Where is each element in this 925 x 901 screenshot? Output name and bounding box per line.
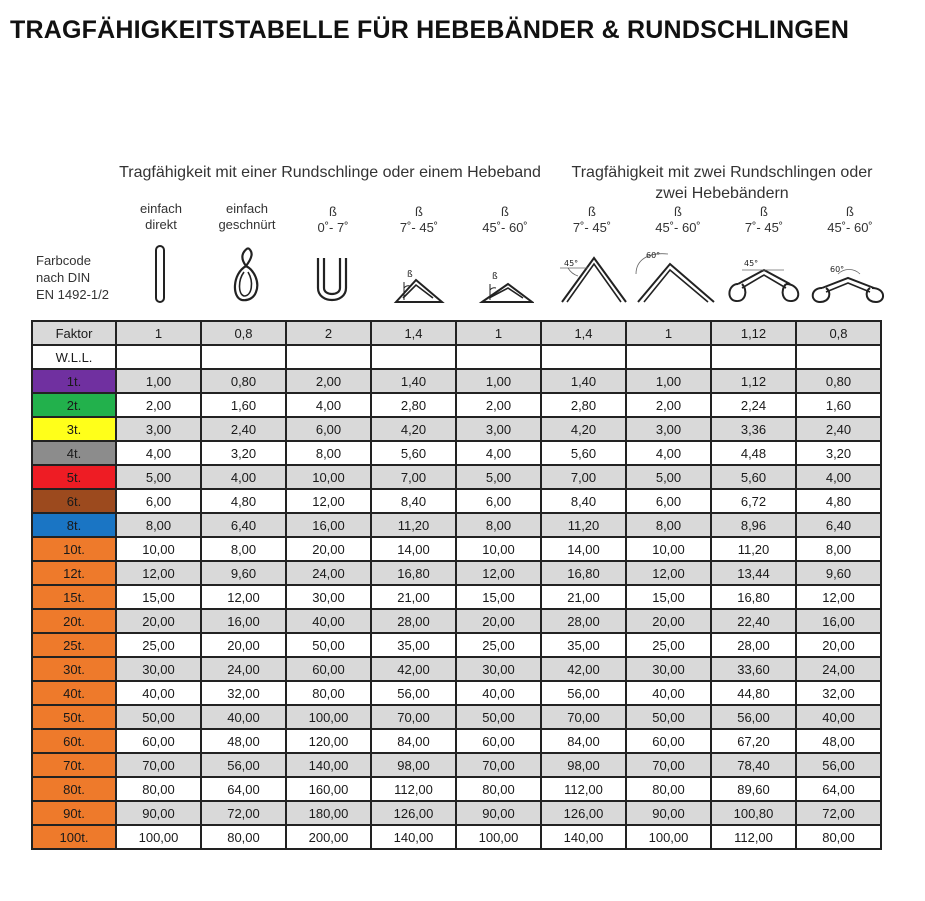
column-header-line1: ß — [674, 204, 682, 219]
table-cell: 140,00 — [541, 825, 626, 849]
table-cell: 72,00 — [796, 801, 881, 825]
faktor-cell: 1 — [456, 321, 541, 345]
table-cell: 1,00 — [116, 369, 201, 393]
table-cell: 89,60 — [711, 777, 796, 801]
faktor-cell: 1 — [116, 321, 201, 345]
table-row — [32, 777, 881, 801]
column-header — [805, 204, 895, 236]
wll-empty-cell — [286, 345, 371, 369]
wll-empty-cell — [116, 345, 201, 369]
table-cell: 70,00 — [116, 753, 201, 777]
wll-empty-cell — [711, 345, 796, 369]
capacity-color-label: 1t. — [32, 369, 116, 393]
table-cell: 2,40 — [796, 417, 881, 441]
table-row — [32, 393, 881, 417]
faktor-cell: 1,12 — [711, 321, 796, 345]
column-header-line1: ß — [415, 204, 423, 219]
table-cell: 4,00 — [626, 441, 711, 465]
table-cell: 1,40 — [371, 369, 456, 393]
two-slings-choked-60-icon — [808, 244, 888, 306]
table-cell: 6,40 — [796, 513, 881, 537]
column-header-line1: ß — [588, 204, 596, 219]
table-row — [32, 537, 881, 561]
capacity-color-label: 8t. — [32, 513, 116, 537]
table-cell: 60,00 — [116, 729, 201, 753]
capacity-table — [31, 320, 882, 850]
table-cell: 40,00 — [456, 681, 541, 705]
column-header-line1: einfach — [140, 201, 182, 216]
farbcode-line: Farbcode — [36, 253, 91, 268]
capacity-color-label: 25t. — [32, 633, 116, 657]
table-cell: 2,80 — [371, 393, 456, 417]
table-cell: 200,00 — [286, 825, 371, 849]
table-cell: 28,00 — [541, 609, 626, 633]
table-cell: 7,00 — [371, 465, 456, 489]
table-cell: 5,60 — [541, 441, 626, 465]
table-cell: 56,00 — [201, 753, 286, 777]
table-cell: 24,00 — [286, 561, 371, 585]
table-cell: 20,00 — [796, 633, 881, 657]
table-cell: 6,00 — [626, 489, 711, 513]
column-header — [719, 204, 809, 236]
table-row — [32, 609, 881, 633]
group-header-single: Tragfähigkeit mit einer Rundschlinge oder einem Hebeband — [119, 164, 541, 181]
column-header — [116, 201, 206, 233]
table-row — [32, 561, 881, 585]
table-cell: 30,00 — [286, 585, 371, 609]
two-slings-choked-45-icon — [724, 244, 804, 306]
table-cell: 40,00 — [286, 609, 371, 633]
table-cell: 20,00 — [201, 633, 286, 657]
table-cell: 2,40 — [201, 417, 286, 441]
table-cell: 4,80 — [796, 489, 881, 513]
table-cell: 40,00 — [626, 681, 711, 705]
column-header-line2: 45˚- 60˚ — [655, 220, 701, 235]
capacity-color-label: 50t. — [32, 705, 116, 729]
table-cell: 2,24 — [711, 393, 796, 417]
table-cell: 12,00 — [116, 561, 201, 585]
table-cell: 25,00 — [456, 633, 541, 657]
table-cell: 20,00 — [626, 609, 711, 633]
table-row — [32, 417, 881, 441]
table-cell: 16,80 — [371, 561, 456, 585]
table-cell: 60,00 — [626, 729, 711, 753]
table-cell: 48,00 — [796, 729, 881, 753]
table-cell: 4,00 — [796, 465, 881, 489]
table-cell: 32,00 — [796, 681, 881, 705]
table-cell: 4,20 — [371, 417, 456, 441]
table-row — [32, 729, 881, 753]
table-cell: 70,00 — [371, 705, 456, 729]
faktor-cell: 2 — [286, 321, 371, 345]
capacity-color-label: 60t. — [32, 729, 116, 753]
table-cell: 180,00 — [286, 801, 371, 825]
table-row — [32, 585, 881, 609]
column-header-line2: 7˚- 45˚ — [399, 220, 439, 235]
table-cell: 126,00 — [371, 801, 456, 825]
table-cell: 3,20 — [796, 441, 881, 465]
table-cell: 80,00 — [796, 825, 881, 849]
table-cell: 50,00 — [456, 705, 541, 729]
table-cell: 2,00 — [116, 393, 201, 417]
table-cell: 8,00 — [796, 537, 881, 561]
table-cell: 4,00 — [456, 441, 541, 465]
table-cell: 40,00 — [201, 705, 286, 729]
farbcode-note — [36, 252, 109, 303]
svg-text:45°: 45° — [744, 259, 759, 268]
table-cell: 112,00 — [711, 825, 796, 849]
capacity-color-label: 100t. — [32, 825, 116, 849]
capacity-color-label: 40t. — [32, 681, 116, 705]
table-cell: 2,00 — [626, 393, 711, 417]
table-cell: 10,00 — [116, 537, 201, 561]
column-header — [202, 201, 292, 233]
table-cell: 1,00 — [626, 369, 711, 393]
table-cell: 48,00 — [201, 729, 286, 753]
wll-empty-cell — [796, 345, 881, 369]
table-cell: 15,00 — [116, 585, 201, 609]
table-cell: 90,00 — [456, 801, 541, 825]
table-row — [32, 753, 881, 777]
table-cell: 70,00 — [456, 753, 541, 777]
table-cell: 24,00 — [201, 657, 286, 681]
table-cell: 9,60 — [201, 561, 286, 585]
table-cell: 56,00 — [711, 705, 796, 729]
table-cell: 120,00 — [286, 729, 371, 753]
table-cell: 90,00 — [626, 801, 711, 825]
sling-direct-icon — [150, 244, 170, 306]
group-header-double — [555, 162, 889, 204]
table-cell: 5,60 — [371, 441, 456, 465]
table-row — [32, 657, 881, 681]
table-cell: 67,20 — [711, 729, 796, 753]
table-cell: 2,00 — [456, 393, 541, 417]
table-cell: 1,60 — [201, 393, 286, 417]
faktor-cell: 1,4 — [371, 321, 456, 345]
wll-empty-cell — [456, 345, 541, 369]
table-row — [32, 489, 881, 513]
table-cell: 98,00 — [371, 753, 456, 777]
capacity-color-label: 15t. — [32, 585, 116, 609]
table-cell: 16,00 — [796, 609, 881, 633]
table-cell: 20,00 — [286, 537, 371, 561]
table-cell: 5,00 — [456, 465, 541, 489]
table-cell: 32,00 — [201, 681, 286, 705]
table-cell: 12,00 — [456, 561, 541, 585]
column-header-line1: einfach — [226, 201, 268, 216]
column-header-line2: 7˚- 45˚ — [744, 220, 784, 235]
table-cell: 5,00 — [626, 465, 711, 489]
faktor-cell: 1 — [626, 321, 711, 345]
table-cell: 84,00 — [371, 729, 456, 753]
table-cell: 2,80 — [541, 393, 626, 417]
table-row — [32, 465, 881, 489]
column-header-line1: ß — [760, 204, 768, 219]
table-cell: 33,60 — [711, 657, 796, 681]
table-cell: 72,00 — [201, 801, 286, 825]
table-row — [32, 705, 881, 729]
table-cell: 100,00 — [626, 825, 711, 849]
table-cell: 0,80 — [201, 369, 286, 393]
table-cell: 24,00 — [796, 657, 881, 681]
table-cell: 140,00 — [371, 825, 456, 849]
table-row — [32, 633, 881, 657]
table-cell: 4,20 — [541, 417, 626, 441]
sling-basket-vertical-icon — [312, 244, 352, 306]
table-cell: 16,00 — [201, 609, 286, 633]
farbcode-line: EN 1492-1/2 — [36, 287, 109, 302]
table-cell: 11,20 — [541, 513, 626, 537]
table-cell: 7,00 — [541, 465, 626, 489]
table-cell: 8,00 — [286, 441, 371, 465]
column-header — [460, 204, 550, 236]
table-cell: 12,00 — [201, 585, 286, 609]
group-header-double-line2: zwei Hebebändern — [655, 185, 789, 202]
table-cell: 2,00 — [286, 369, 371, 393]
table-cell: 16,80 — [541, 561, 626, 585]
svg-text:60°: 60° — [830, 265, 845, 274]
table-cell: 64,00 — [201, 777, 286, 801]
table-cell: 8,00 — [201, 537, 286, 561]
table-row — [32, 681, 881, 705]
table-cell: 14,00 — [541, 537, 626, 561]
table-cell: 112,00 — [541, 777, 626, 801]
table-cell: 21,00 — [371, 585, 456, 609]
table-cell: 13,44 — [711, 561, 796, 585]
column-header-line2: 0˚- 7˚ — [317, 220, 349, 235]
table-cell: 80,00 — [626, 777, 711, 801]
farbcode-line: nach DIN — [36, 270, 91, 285]
table-cell: 42,00 — [541, 657, 626, 681]
capacity-color-label: 80t. — [32, 777, 116, 801]
capacity-color-label: 2t. — [32, 393, 116, 417]
table-cell: 8,40 — [541, 489, 626, 513]
faktor-cell: 0,8 — [796, 321, 881, 345]
svg-text:ß: ß — [407, 270, 413, 280]
table-cell: 90,00 — [116, 801, 201, 825]
column-header-line2: 7˚- 45˚ — [572, 220, 612, 235]
table-cell: 35,00 — [541, 633, 626, 657]
table-cell: 100,80 — [711, 801, 796, 825]
table-cell: 4,00 — [286, 393, 371, 417]
table-cell: 6,00 — [116, 489, 201, 513]
capacity-color-label: 30t. — [32, 657, 116, 681]
table-cell: 15,00 — [456, 585, 541, 609]
table-cell: 64,00 — [796, 777, 881, 801]
table-row — [32, 801, 881, 825]
table-cell: 4,00 — [116, 441, 201, 465]
table-cell: 28,00 — [711, 633, 796, 657]
table-cell: 3,36 — [711, 417, 796, 441]
table-cell: 8,00 — [626, 513, 711, 537]
column-header-line1: ß — [329, 204, 337, 219]
table-cell: 6,00 — [456, 489, 541, 513]
table-cell: 20,00 — [116, 609, 201, 633]
svg-text:ß: ß — [492, 272, 498, 282]
table-cell: 15,00 — [626, 585, 711, 609]
two-slings-60-icon — [634, 244, 718, 306]
table-cell: 40,00 — [116, 681, 201, 705]
capacity-color-label: 3t. — [32, 417, 116, 441]
column-header — [633, 204, 723, 236]
faktor-cell: 1,4 — [541, 321, 626, 345]
capacity-color-label: 6t. — [32, 489, 116, 513]
table-cell: 30,00 — [116, 657, 201, 681]
table-cell: 21,00 — [541, 585, 626, 609]
table-cell: 160,00 — [286, 777, 371, 801]
table-cell: 84,00 — [541, 729, 626, 753]
column-header — [547, 204, 637, 236]
table-cell: 50,00 — [286, 633, 371, 657]
table-row — [32, 825, 881, 849]
table-cell: 11,20 — [371, 513, 456, 537]
table-cell: 4,80 — [201, 489, 286, 513]
capacity-color-label: 10t. — [32, 537, 116, 561]
table-cell: 70,00 — [626, 753, 711, 777]
wll-empty-cell — [626, 345, 711, 369]
table-cell: 30,00 — [626, 657, 711, 681]
wll-label: W.L.L. — [32, 345, 116, 369]
table-cell: 16,00 — [286, 513, 371, 537]
table-cell: 56,00 — [371, 681, 456, 705]
faktor-row — [32, 321, 881, 345]
sling-choked-icon — [228, 244, 268, 306]
wll-empty-cell — [541, 345, 626, 369]
table-cell: 10,00 — [626, 537, 711, 561]
table-cell: 8,00 — [456, 513, 541, 537]
table-cell: 8,96 — [711, 513, 796, 537]
capacity-color-label: 4t. — [32, 441, 116, 465]
table-cell: 50,00 — [116, 705, 201, 729]
table-cell: 12,00 — [286, 489, 371, 513]
table-cell: 8,00 — [116, 513, 201, 537]
table-cell: 6,40 — [201, 513, 286, 537]
table-cell: 22,40 — [711, 609, 796, 633]
column-header-line1: ß — [846, 204, 854, 219]
wll-empty-cell — [201, 345, 286, 369]
table-cell: 60,00 — [456, 729, 541, 753]
table-cell: 10,00 — [286, 465, 371, 489]
table-row — [32, 513, 881, 537]
capacity-color-label: 12t. — [32, 561, 116, 585]
table-cell: 1,00 — [456, 369, 541, 393]
group-header-double-line1: Tragfähigkeit mit zwei Rundschlingen oder — [571, 164, 873, 181]
two-slings-45-icon — [558, 244, 630, 306]
table-cell: 4,00 — [201, 465, 286, 489]
table-cell: 12,00 — [796, 585, 881, 609]
capacity-color-label: 70t. — [32, 753, 116, 777]
svg-text:45°: 45° — [564, 259, 579, 268]
capacity-color-label: 90t. — [32, 801, 116, 825]
table-cell: 56,00 — [796, 753, 881, 777]
table-cell: 14,00 — [371, 537, 456, 561]
faktor-label: Faktor — [32, 321, 116, 345]
table-cell: 0,80 — [796, 369, 881, 393]
table-cell: 80,00 — [201, 825, 286, 849]
table-cell: 50,00 — [626, 705, 711, 729]
table-row — [32, 441, 881, 465]
table-row — [32, 369, 881, 393]
table-cell: 42,00 — [371, 657, 456, 681]
table-cell: 70,00 — [541, 705, 626, 729]
column-header-line2: direkt — [145, 217, 177, 232]
table-cell: 25,00 — [626, 633, 711, 657]
table-cell: 16,80 — [711, 585, 796, 609]
wll-row — [32, 345, 881, 369]
table-cell: 1,40 — [541, 369, 626, 393]
table-cell: 100,00 — [456, 825, 541, 849]
table-cell: 98,00 — [541, 753, 626, 777]
table-cell: 80,00 — [456, 777, 541, 801]
table-cell: 3,00 — [116, 417, 201, 441]
table-cell: 112,00 — [371, 777, 456, 801]
column-header-line2: 45˚- 60˚ — [482, 220, 528, 235]
faktor-cell: 0,8 — [201, 321, 286, 345]
table-cell: 100,00 — [286, 705, 371, 729]
table-cell: 80,00 — [116, 777, 201, 801]
page-title: TRAGFÄHIGKEITSTABELLE FÜR HEBEBÄNDER & RUNDSCHLINGEN — [10, 16, 850, 44]
table-cell: 12,00 — [626, 561, 711, 585]
sling-basket-angle-wide-icon — [478, 244, 534, 306]
table-cell: 78,40 — [711, 753, 796, 777]
table-cell: 6,72 — [711, 489, 796, 513]
column-header — [288, 204, 378, 236]
column-header-line2: geschnürt — [218, 217, 276, 232]
table-cell: 3,00 — [456, 417, 541, 441]
table-cell: 60,00 — [286, 657, 371, 681]
table-cell: 1,12 — [711, 369, 796, 393]
table-cell: 5,60 — [711, 465, 796, 489]
table-cell: 28,00 — [371, 609, 456, 633]
table-cell: 11,20 — [711, 537, 796, 561]
wll-empty-cell — [371, 345, 456, 369]
table-cell: 100,00 — [116, 825, 201, 849]
table-cell: 10,00 — [456, 537, 541, 561]
table-cell: 9,60 — [796, 561, 881, 585]
svg-text:60°: 60° — [646, 251, 661, 260]
column-header-line1: ß — [501, 204, 509, 219]
table-cell: 6,00 — [286, 417, 371, 441]
table-cell: 80,00 — [286, 681, 371, 705]
table-cell: 35,00 — [371, 633, 456, 657]
table-cell: 20,00 — [456, 609, 541, 633]
table-cell: 40,00 — [796, 705, 881, 729]
table-cell: 44,80 — [711, 681, 796, 705]
table-cell: 126,00 — [541, 801, 626, 825]
table-cell: 3,20 — [201, 441, 286, 465]
table-cell: 4,48 — [711, 441, 796, 465]
column-header — [374, 204, 464, 236]
table-cell: 8,40 — [371, 489, 456, 513]
table-cell: 3,00 — [626, 417, 711, 441]
capacity-color-label: 20t. — [32, 609, 116, 633]
table-cell: 140,00 — [286, 753, 371, 777]
table-cell: 5,00 — [116, 465, 201, 489]
sling-basket-angle-icon — [390, 244, 446, 306]
capacity-color-label: 5t. — [32, 465, 116, 489]
table-cell: 30,00 — [456, 657, 541, 681]
column-header-line2: 45˚- 60˚ — [827, 220, 873, 235]
table-cell: 1,60 — [796, 393, 881, 417]
table-cell: 56,00 — [541, 681, 626, 705]
table-cell: 25,00 — [116, 633, 201, 657]
